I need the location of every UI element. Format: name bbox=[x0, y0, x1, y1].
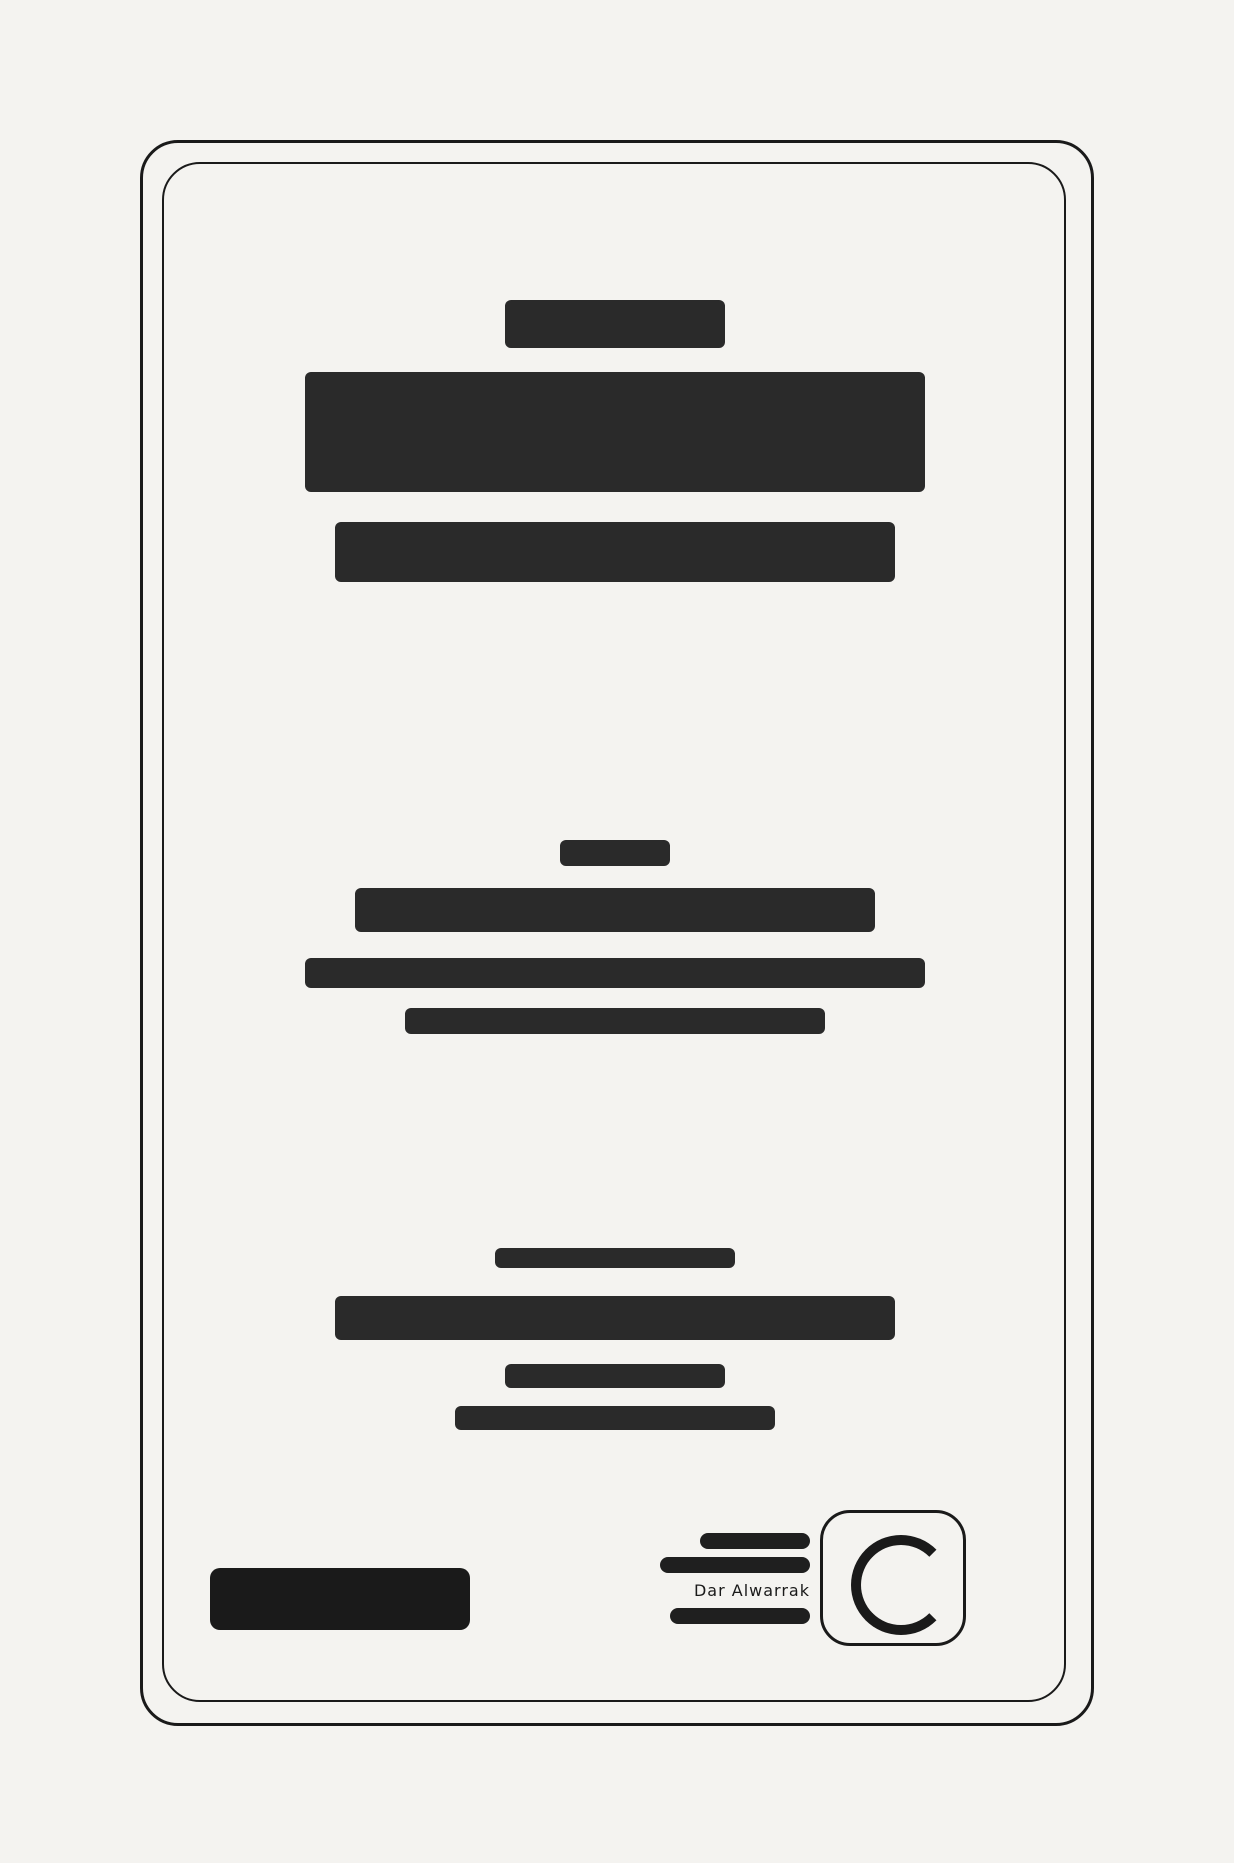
book-subtitle bbox=[200, 522, 1030, 586]
publisher-left-name bbox=[210, 1568, 470, 1630]
title-block bbox=[200, 300, 1030, 586]
book-title-line-2 bbox=[200, 372, 1030, 496]
reviewer-role-2 bbox=[200, 1406, 1030, 1434]
dar-alwarrak-caption bbox=[650, 1525, 810, 1632]
dar-alwarrak-latin: Dar Alwarrak bbox=[693, 1580, 810, 1600]
reviewer-intro bbox=[200, 1248, 1030, 1272]
author-role-2 bbox=[200, 1008, 1030, 1038]
reviewer-name bbox=[200, 1296, 1030, 1344]
dar-alwarrak-logo bbox=[820, 1510, 966, 1646]
book-title-line-1 bbox=[200, 300, 1030, 352]
reviewer-block bbox=[200, 1248, 1030, 1434]
author-name bbox=[200, 888, 1030, 936]
author-role-1 bbox=[200, 958, 1030, 992]
reviewer-role-1 bbox=[200, 1364, 1030, 1392]
author-block bbox=[200, 840, 1030, 1038]
publisher-right bbox=[650, 1510, 966, 1646]
author-label bbox=[200, 840, 1030, 870]
publisher-left bbox=[210, 1568, 470, 1630]
